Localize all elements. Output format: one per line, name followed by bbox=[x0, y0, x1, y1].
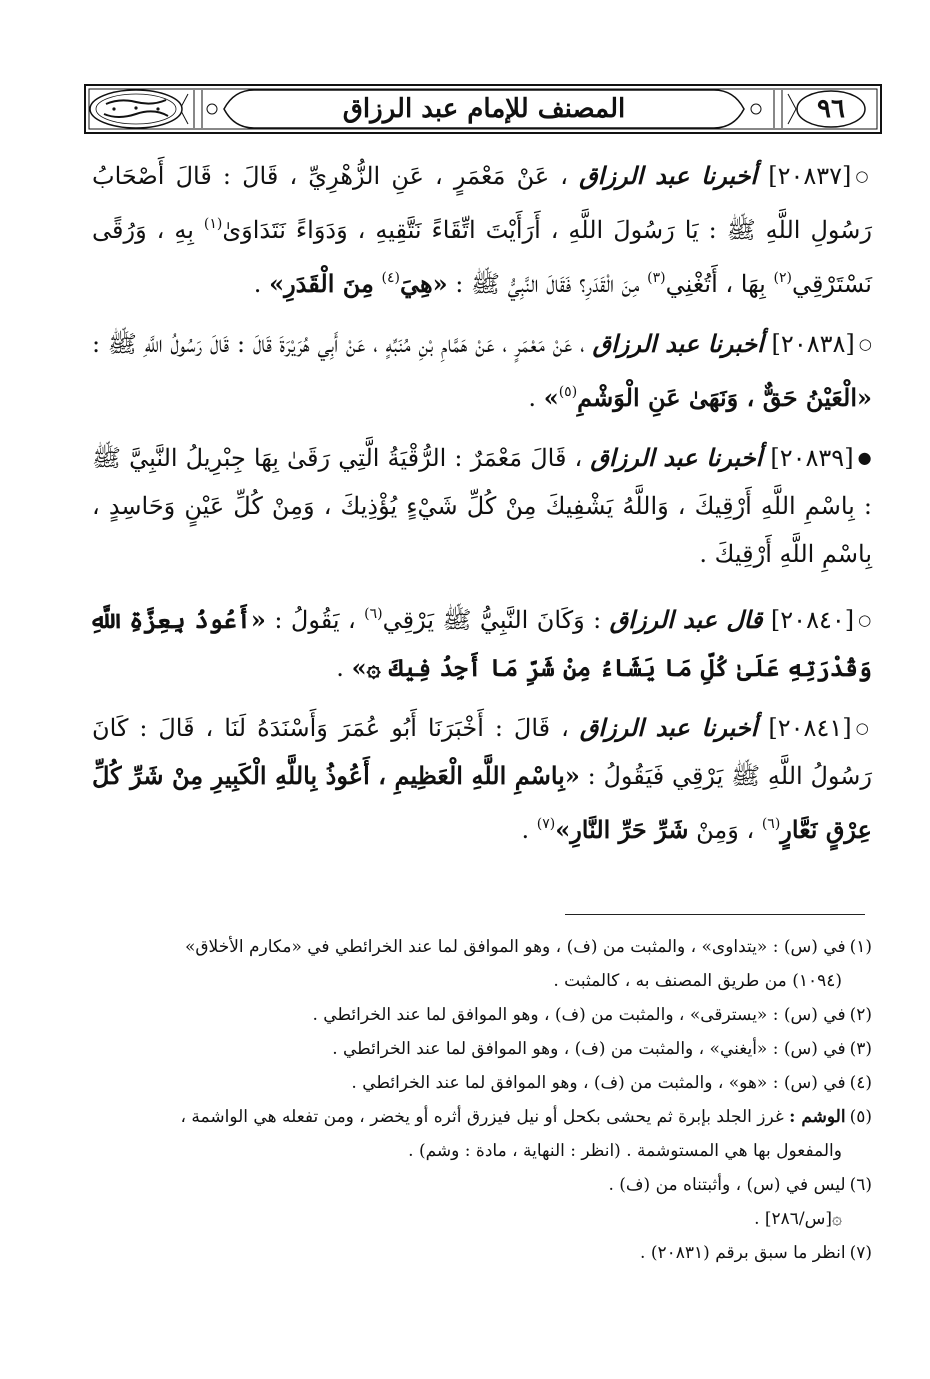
footnote-text: في (س) : «أيغني» ، والمثبت من (ف) ، وهو الموافق لما عند الخرائطي . bbox=[332, 1039, 846, 1059]
running-title: المصنف للإمام عبد الرزاق bbox=[342, 94, 626, 124]
hadith-text: ، يَقُولُ : bbox=[274, 606, 356, 634]
hadith-20837 bbox=[92, 152, 872, 308]
footnote-ref: (٧) bbox=[536, 816, 556, 832]
hadith-number: [٢٠٨٤١] bbox=[768, 714, 852, 742]
footnote-label: (٣) bbox=[849, 1039, 872, 1059]
prophetic-quote: مِنَ الْقَدَرِ» bbox=[269, 269, 374, 298]
hadith-end: . bbox=[699, 540, 708, 568]
footnote-ref: (٣) bbox=[647, 270, 666, 286]
hadith-marker: ○ bbox=[858, 611, 872, 629]
footnote-label: (٦) bbox=[849, 1175, 872, 1195]
page-number: ٩٦ bbox=[817, 94, 845, 124]
hadith-20841 bbox=[92, 704, 872, 854]
footnote-label: (٤) bbox=[849, 1073, 872, 1093]
footnote-1-continued bbox=[92, 964, 872, 998]
hadith-number: [٢٠٨٤٠] bbox=[770, 606, 855, 634]
footnote-text: ليس في (س) ، وأثبتناه من (ف) . bbox=[608, 1175, 846, 1195]
hadith-20839 bbox=[92, 434, 872, 578]
footnote-text: انظر ما سبق برقم (٢٠٨٣١) . bbox=[640, 1243, 846, 1263]
narration-formula: أخبرنا عبد الرزاق bbox=[579, 713, 758, 742]
prophetic-quote: «هِيَ bbox=[399, 269, 448, 298]
footnote-ref: (١) bbox=[203, 216, 223, 232]
footnote-1 bbox=[92, 930, 872, 964]
footnote-text: والمفعول بها هي المستوشمة . (انظر : النهاية ، مادة : وشم) . bbox=[408, 1141, 842, 1161]
hadith-text: بِهَا ، أَتُغْنِي bbox=[665, 270, 766, 298]
hadith-text: ، قَالَ : أَخْبَرَنَا أَبُو عُمَرَ وَأَسْنَدَهُ لَنَا ، قَالَ : كَانَ رَسُولُ اللَّهِ ﷺ يَرْقِي فَيَقُولُ : bbox=[92, 714, 872, 790]
footnote-label: (٥) bbox=[849, 1107, 872, 1127]
footnote-text: (١٠٩٤) من طريق المصنف به ، كالمثبت . bbox=[553, 971, 842, 991]
footnote-7 bbox=[92, 1236, 872, 1270]
hadith-end: . bbox=[336, 654, 344, 682]
hadith-marker: ○ bbox=[858, 335, 872, 353]
narration-formula: أخبرنا عبد الرزاق bbox=[592, 329, 764, 358]
footnote-text: في (س) : «هو» ، والمثبت من (ف) ، وهو الموافق لما عند الخرائطي . bbox=[351, 1073, 846, 1093]
footnote-text: في (س) : «يتداوى» ، والمثبت من (ف) ، وهو الموافق لما عند الخرائطي في «مكارم الأخلاق» bbox=[184, 937, 846, 957]
narration-formula: قال عبد الرزاق bbox=[609, 605, 763, 634]
hadith-text: ، وَمِنْ bbox=[696, 816, 755, 844]
footnote-4 bbox=[92, 1066, 872, 1100]
hadith-text: : وَكَانَ النَّبِيُّ ﷺ يَرْقِي bbox=[382, 606, 602, 634]
prophetic-quote: «بِاسْمِ اللَّهِ الْعَظِيمِ ، أَعُوذُ بِاللَّهِ الْكَبِيرِ مِنْ شَرِّ كُلِّ عِرْقٍ نَعَّارٍ bbox=[92, 761, 872, 844]
footnote-ref: (٦) bbox=[761, 816, 781, 832]
footnote-label: (٧) bbox=[849, 1243, 872, 1263]
footnote-text: غرز الجلد بإبرة ثم يحشى بكحل أو نيل فيزرق أثره أو يخضر ، ومن تفعله هي الواشمة ، bbox=[180, 1107, 784, 1127]
hadith-text: ، عَنْ مَعْمَرٍ ، عَنْ هَمَّامِ بْنِ مُنَبِّهٍ ، عَنْ أَبِي هُرَيْرَةَ قَالَ : قَالَ رَسُولُ اللَّهِ ﷺ : bbox=[92, 330, 585, 358]
hadith-20840 bbox=[92, 590, 872, 692]
hadith-number: [٢٠٨٣٧] bbox=[768, 162, 852, 190]
footnote-5 bbox=[92, 1100, 872, 1134]
footnotes bbox=[92, 930, 872, 1270]
hadith-marker: ○ bbox=[855, 167, 872, 185]
footnote-6 bbox=[92, 1168, 872, 1202]
hadith-marker: ○ bbox=[855, 719, 873, 737]
footnote-ref: (٥) bbox=[558, 384, 578, 400]
main-text bbox=[92, 152, 872, 866]
hadith-text: مِنَ الْقَدَرِ؟ فَقَالَ النَّبِيُّ ﷺ : bbox=[455, 270, 640, 298]
page-marker-text: ۞[س/٢٨٦] . bbox=[754, 1209, 842, 1229]
prophetic-quote: «الْعَيْنُ حَقٌّ ، وَنَهَىٰ عَنِ الْوَشْمِ bbox=[577, 383, 872, 412]
manuscript-page-marker bbox=[92, 1202, 872, 1236]
hadith-end: . bbox=[253, 270, 262, 298]
footnote-separator bbox=[565, 914, 865, 915]
narration-formula: أخبرنا عبد الرزاق bbox=[579, 161, 758, 190]
footnote-5-continued bbox=[92, 1134, 872, 1168]
hadith-marker: ● bbox=[857, 448, 872, 467]
footnote-text: في (س) : «يسترقى» ، والمثبت من (ف) ، وهو الموافق لما عند الخرائطي . bbox=[312, 1005, 846, 1025]
footnote-ref: (٦) bbox=[364, 606, 383, 622]
footnote-term: الوشم : bbox=[789, 1107, 846, 1127]
book-seal-logo bbox=[90, 90, 182, 128]
footnote-3 bbox=[92, 1032, 872, 1066]
hadith-number: [٢٠٨٣٩] bbox=[770, 444, 854, 472]
hadith-end: . bbox=[521, 816, 530, 844]
hadith-text: ، عَنْ مَعْمَرٍ ، عَنِ الزُّهْرِيِّ ، قَالَ : قَالَ أَصْحَابُ رَسُولِ اللَّهِ ﷺ : يَا رَسُولَ اللَّهِ ، أَرَأَيْتَ اتِّقَاءً نَتَّقِيهِ ، وَدَوَاءً نَتَدَاوَىٰ bbox=[92, 162, 872, 244]
prophetic-quote: » bbox=[543, 383, 559, 412]
prophetic-quote: «أَعُوذُ بِعِزَّةِ اللَّهِ وَقُدْرَتِهِ عَلَىٰ كُلِّ مَا يَشَاءُ مِنْ شَرِّ مَا أَجِدُ فِيكَ ۞» bbox=[92, 605, 872, 682]
page-header bbox=[84, 84, 882, 134]
footnote-ref: (٢) bbox=[773, 270, 792, 286]
footnote-label: (٢) bbox=[849, 1005, 872, 1025]
hadith-20838 bbox=[92, 320, 872, 422]
footnote-2 bbox=[92, 998, 872, 1032]
hadith-text: بِهِ ، وَرُقًى نَسْتَرْقِي bbox=[92, 216, 872, 298]
footnote-label: (١) bbox=[849, 937, 872, 957]
hadith-end: . bbox=[528, 384, 537, 412]
footnote-ref: (٤) bbox=[381, 270, 400, 286]
hadith-number: [٢٠٨٣٨] bbox=[771, 330, 855, 358]
prophetic-quote: شَرِّ حَرِّ النَّارِ» bbox=[555, 815, 689, 844]
narration-formula: أخبرنا عبد الرزاق bbox=[590, 443, 763, 472]
hadith-text: ، قَالَ مَعْمَرٌ : الرُّقْيَةُ الَّتِي رَقَىٰ بِهَا جِبْرِيلُ النَّبِيَّ ﷺ : بِاسْمِ اللَّهِ أَرْقِيكَ ، وَاللَّهُ يَشْفِيكَ مِنْ كُلِّ شَيْءٍ يُؤْذِيكَ ، وَمِنْ كُلِّ عَيْنٍ وَحَاسِدٍ ، بِاسْمِ اللَّهِ أَرْقِيكَ bbox=[92, 444, 872, 568]
